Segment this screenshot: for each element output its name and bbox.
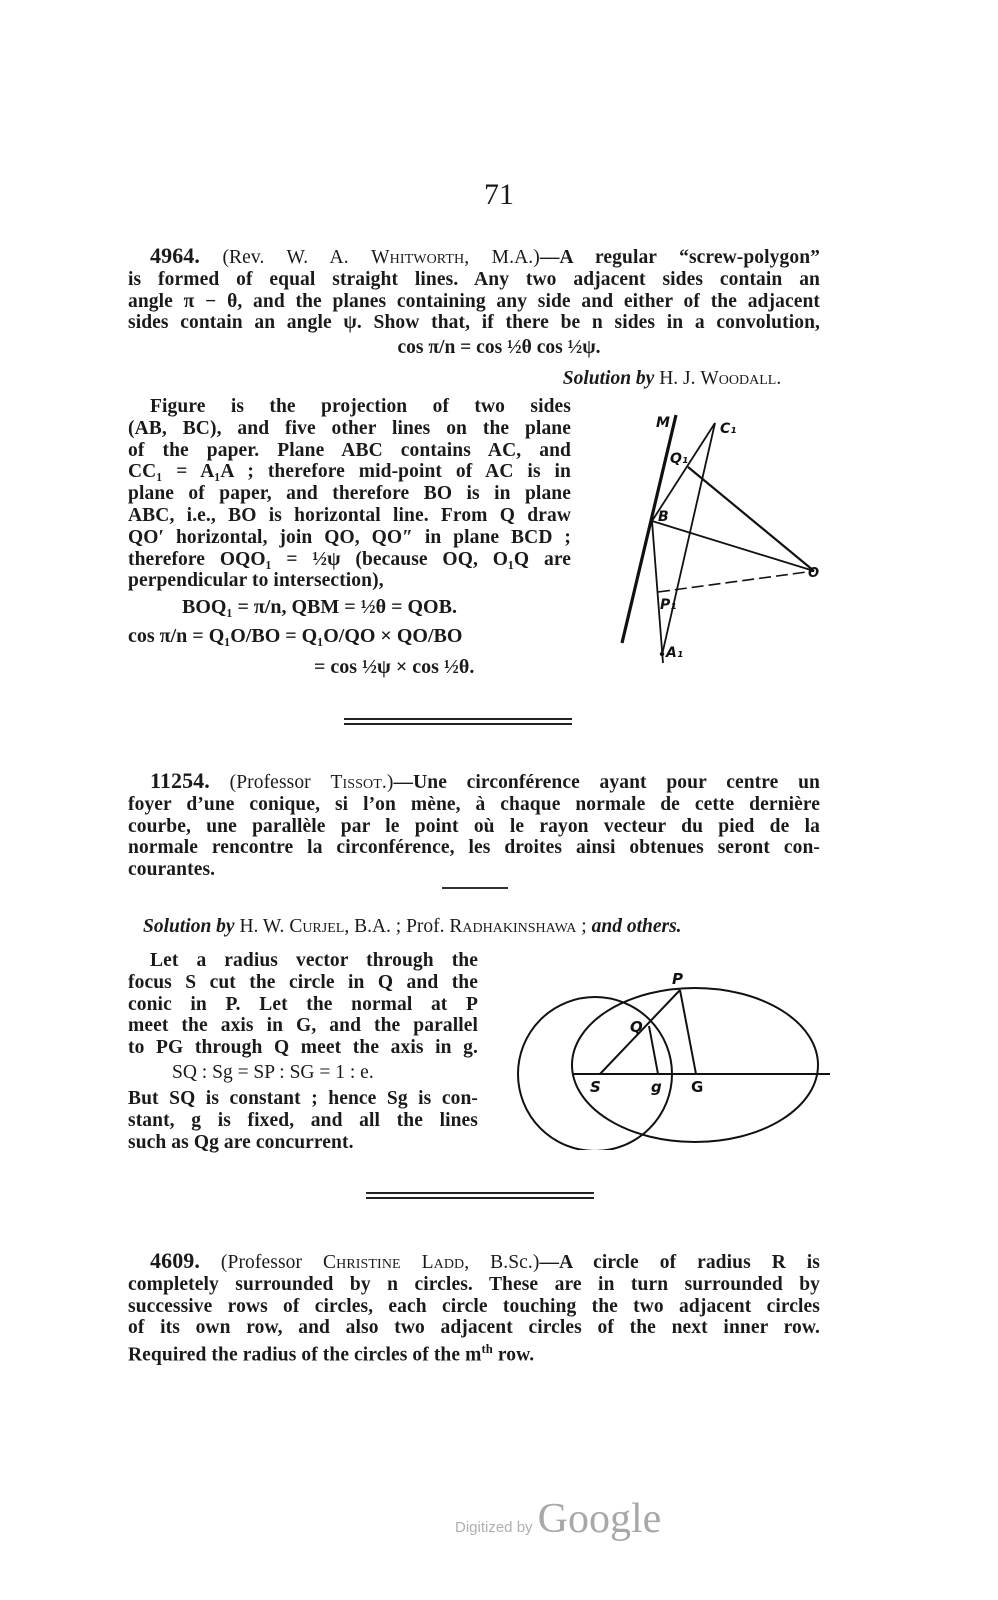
author-name: Whitworth [371, 247, 465, 268]
section-divider [344, 718, 572, 725]
problem-4609-line-1 [128, 1250, 820, 1274]
solution-line: plane of paper, and therefore BO is in plane [128, 483, 571, 505]
label-Q1: Q₁ [670, 451, 689, 467]
conclusion-line: such as Qg are concurrent. [128, 1131, 354, 1153]
problem-4609-statement [128, 1250, 820, 1366]
solution-author-1-surname: Curjel [289, 916, 345, 937]
equation-2: cos π/n = Q₁O/BO = Q₁O/QO × QO/BO [128, 625, 463, 647]
label-C1: C₁ [720, 421, 737, 437]
label-g: g [651, 1078, 662, 1096]
author-prefix: (Professor [229, 772, 331, 793]
short-divider [442, 887, 508, 889]
statement-line: is formed of equal straight lines. Any two adjacent sides contain an [128, 268, 820, 290]
author-name: Christine Ladd [323, 1252, 465, 1273]
point-A1 [660, 652, 664, 656]
problem-number: 4609. [150, 1248, 200, 1273]
statement-line: —A regular “screw-polygon” [539, 247, 821, 268]
screw-polygon-diagram [590, 395, 830, 675]
page-number: 71 [484, 178, 514, 211]
statement-line: angle π − θ, and the planes containing any side and either of the adjacent [128, 290, 820, 312]
solution-author-1-rest: , B.A. ; Prof. [344, 916, 450, 937]
solution-others: and others. [591, 916, 682, 937]
label-O: O [808, 566, 820, 581]
statement-line: foyer d’une conique, si l’on mène, à chaque normale de cette dernière [128, 793, 820, 815]
label-S: S [590, 1078, 601, 1096]
solution-line: (AB, BC), and five other lines on the plane [128, 417, 571, 439]
solution-11254-body [128, 950, 478, 1059]
solution-author-1: H. W. [239, 916, 290, 937]
ratio-equation: SQ : Sg = SP : SG = 1 : e. [172, 1062, 374, 1083]
solution-heading-4964 [0, 368, 998, 390]
line-P1O-dashed [658, 571, 814, 592]
problem-4964-line-1 [128, 245, 820, 269]
normal-PG [680, 990, 696, 1074]
statement-line: successive rows of circles, each circle touching the two adjacent circles [128, 1295, 820, 1317]
author-suffix: , M.A.) [464, 247, 540, 268]
solution-line: Figure is the projection of two sides [150, 396, 571, 417]
problem-4964-formula: cos π/n = cos ½θ cos ½ψ. [397, 337, 601, 358]
solution-line: meet the axis in G, and the parallel [128, 1015, 478, 1037]
digitized-watermark [455, 1495, 661, 1543]
problem-number: 4964. [150, 243, 200, 268]
statement-line: —Une circonférence ayant pour centre un [393, 772, 820, 793]
author-suffix: .) [381, 772, 394, 793]
solution-line: therefore OQO₁ = ½ψ (because OQ, O₁Q are [128, 548, 571, 570]
statement-line: sides contain an angle ψ. Show that, if there be n sides in a convolution, [128, 312, 820, 334]
solution-author-2-rest: ; [576, 916, 592, 937]
label-P: P [672, 970, 683, 988]
statement-text: Required the radius of the circles of the m [128, 1344, 482, 1366]
solution-author: H. J. [659, 368, 701, 389]
section-divider [366, 1192, 594, 1199]
solution-line: to PG through Q meet the axis in g. [128, 1037, 478, 1059]
problem-4964-statement [128, 245, 820, 334]
solution-author-2: Radhakinshawa [449, 916, 577, 937]
solution-line: CC₁ = A₁A ; therefore mid-point of AC is in [128, 461, 571, 483]
solution-11254-conclusion [128, 1088, 478, 1153]
problem-11254-line-1 [128, 770, 820, 794]
statement-line: of its own row, and also two adjacent circles of the next inner row. [128, 1317, 820, 1339]
solution-line: QO′ horizontal, join QO, QO″ in plane BCD ; [128, 526, 571, 548]
label-M: M [656, 415, 670, 431]
statement-line-last [128, 1339, 820, 1366]
author-prefix: (Rev. W. A. [222, 247, 372, 268]
conclusion-line: stant, g is fixed, and all the lines [128, 1109, 478, 1131]
problem-number: 11254. [150, 768, 210, 793]
solution-label: Solution by [143, 916, 235, 937]
conclusion-line: But SQ is constant ; hence Sg is con- [128, 1088, 478, 1109]
label-Q: Q [630, 1018, 643, 1036]
parallel-Qg [649, 1026, 658, 1074]
superscript: th [481, 1342, 493, 1357]
solution-line: of the paper. Plane ABC contains AC, and [128, 439, 571, 461]
label-P1: P₁ [660, 597, 677, 613]
label-B: B [658, 509, 669, 525]
solution-heading-11254 [143, 916, 682, 938]
equation-3: = cos ½ψ × cos ½θ. [314, 656, 475, 678]
author-suffix: , B.Sc.) [464, 1252, 540, 1273]
solution-author-surname: Woodall. [700, 368, 782, 389]
digitized-by-text: Digitized by [455, 1519, 533, 1536]
line-BO [652, 521, 814, 571]
solution-line: ABC, i.e., BO is horizontal line. From Q draw [128, 504, 571, 526]
statement-line: —A circle of radius R is [539, 1252, 820, 1273]
solution-line: perpendicular to intersection), [128, 570, 384, 592]
solution-line: focus S cut the circle in Q and the [128, 971, 478, 993]
solution-line: Let a radius vector through the [150, 950, 478, 971]
author-prefix: (Professor [220, 1252, 323, 1273]
statement-line: courantes. [128, 859, 216, 881]
solution-label: Solution by [562, 368, 655, 389]
label-G: G [691, 1078, 704, 1096]
statement-line: courbe, une parallèle par le point où le rayon vecteur du pied de la [128, 815, 820, 837]
equation-1: BOQ₁ = π/n, QBM = ½θ = QOB. [182, 596, 457, 618]
label-A1: A₁ [666, 645, 683, 661]
line-Q1O [688, 467, 814, 571]
statement-line: normale rencontre la circonférence, les droites ainsi obtenues seront con- [128, 837, 820, 859]
conic-circle-diagram [500, 940, 840, 1150]
solution-line: conic in P. Let the normal at P [128, 993, 478, 1015]
google-logo: Google [537, 1496, 662, 1542]
solution-4964-body [128, 396, 571, 592]
problem-11254-statement [128, 770, 820, 881]
author-name: Tissot [330, 772, 382, 793]
statement-end: row. [492, 1344, 535, 1366]
statement-line: completely surrounded by n circles. These are in turn surrounded by [128, 1273, 820, 1295]
